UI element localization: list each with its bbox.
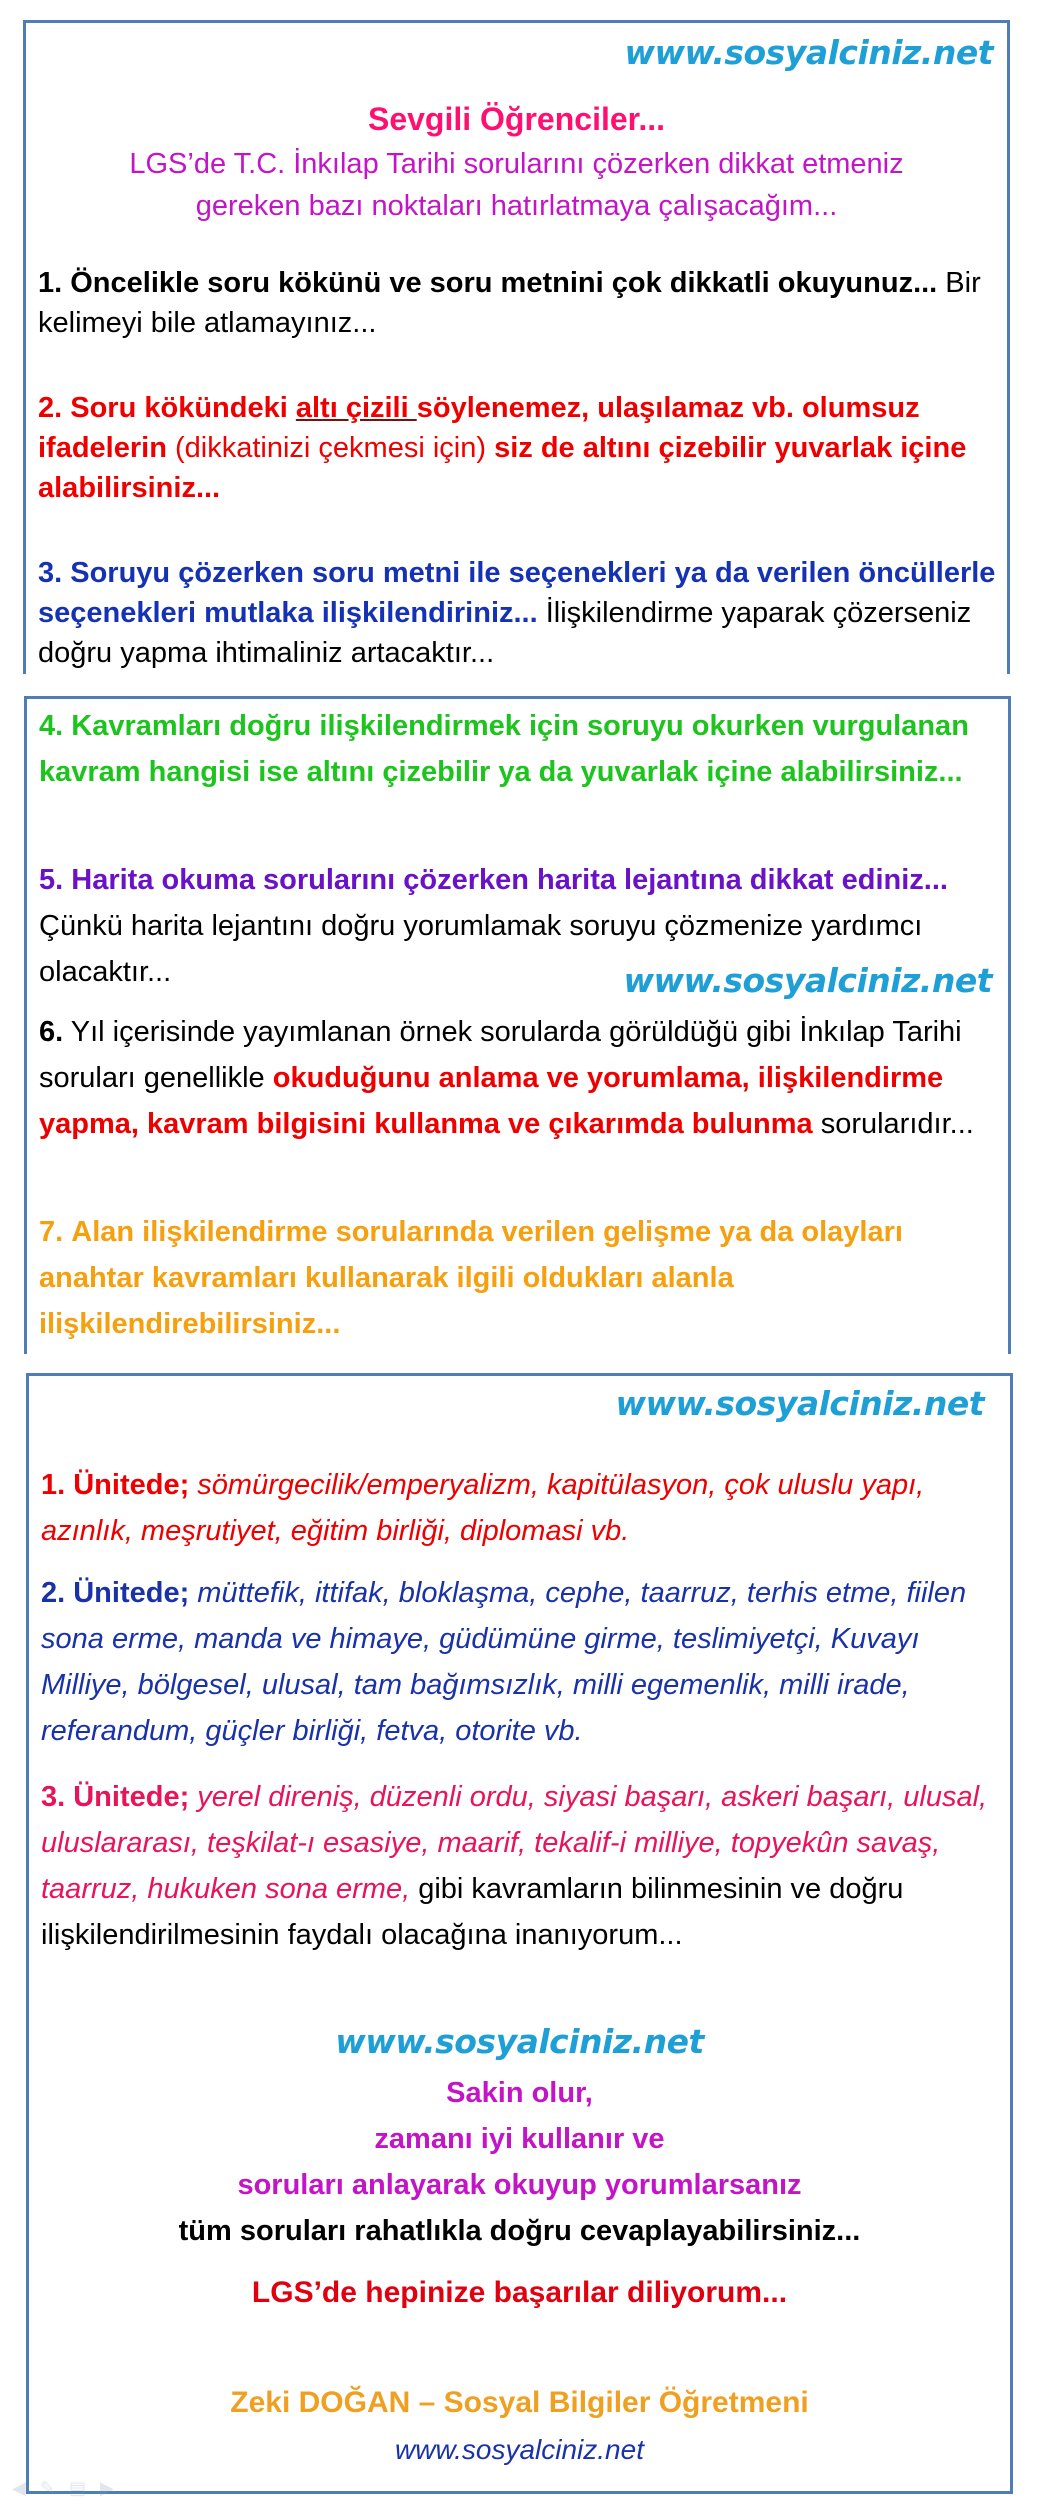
best-wishes: LGS’de hepinize başarılar diliyorum... bbox=[251, 2276, 788, 2309]
tip-6-normal-a: Yıl içerisinde yayımlanan örnek sorularda görüldüğü gibi İnkılap Tarihi soruları genellikle bbox=[39, 1016, 962, 1094]
pen-icon[interactable]: ✎ bbox=[39, 2478, 55, 2498]
unit-1-label: 1. Ünitede; bbox=[41, 1469, 190, 1501]
greeting-heading: Sevgili Öğrenciler... bbox=[367, 101, 665, 137]
tip-3-normal: İlişkilendirme yaparak çözerseniz doğru yapma ihtimaliniz artacaktır... bbox=[38, 597, 972, 669]
unit-2 bbox=[41, 1570, 1000, 1754]
closing-line-3: soruları anlayarak okuyup yorumlarsanız bbox=[237, 2169, 802, 2201]
watermark-link[interactable]: www.sosyalciniz.net bbox=[624, 33, 993, 72]
tip-4-bold: Kavramları doğru ilişkilendirmek için soruyu okurken vurgulanan kavram hangisi ise altını çizebilir ya da yuvarlak içine alabilirsiniz... bbox=[39, 710, 969, 788]
tip-3-number: 3. bbox=[38, 557, 63, 589]
tips-panel-2 bbox=[24, 696, 1011, 1354]
tip-4 bbox=[39, 703, 998, 795]
tip-5-normal: Çünkü harita lejantını doğru yorumlamak soruyu çözmenize yardımcı olacaktır... bbox=[39, 910, 923, 988]
tip-5-bold: Harita okuma sorularını çözerken harita lejantına dikkat ediniz... bbox=[71, 864, 948, 896]
intro-text bbox=[26, 143, 1007, 227]
back-arrow-icon[interactable]: ◀ bbox=[12, 2478, 26, 2498]
tip-1-number: 1. bbox=[38, 267, 63, 299]
signature-site-link[interactable]: www.sosyalciniz.net bbox=[395, 2434, 644, 2465]
tip-7-bold: Alan ilişkilendirme sorularında verilen gelişme ya da olayları anahtar kavramları kullanarak ilgili oldukları alanla ilişkilendirebilirsiniz... bbox=[39, 1216, 903, 1340]
tip-1-bold: Öncelikle soru kökünü ve soru metnini çok dikkatli okuyunuz... bbox=[70, 267, 938, 299]
intro-line-2: gereken bazı noktaları hatırlatmaya çalışacağım... bbox=[195, 190, 838, 222]
watermark-link[interactable]: www.sosyalciniz.net bbox=[623, 961, 992, 1000]
closing-line-4: tüm soruları rahatlıkla doğru cevaplayabilirsiniz... bbox=[178, 2215, 861, 2247]
tip-2-underlined: altı çizili bbox=[295, 392, 417, 424]
tip-2-number: 2. bbox=[38, 392, 63, 424]
tip-2-bold-b: söylenemez, ulaşılamaz vb. olumsuz ifadelerin bbox=[38, 392, 920, 464]
tip-3-bold: Soruyu çözerken soru metni ile seçenekleri ya da verilen öncüllerle seçenekleri mutlaka ilişkilendiriniz... bbox=[38, 557, 996, 629]
tip-5-number: 5. bbox=[39, 864, 64, 896]
author-signature: Zeki DOĞAN – Sosyal Bilgiler Öğretmeni bbox=[230, 2386, 809, 2419]
watermark-link[interactable]: www.sosyalciniz.net bbox=[335, 2022, 704, 2061]
tip-3 bbox=[38, 553, 997, 673]
slideshow-nav bbox=[12, 2478, 114, 2499]
tip-7-number: 7. bbox=[39, 1216, 64, 1248]
tip-2-bold-a: Soru kökündeki bbox=[70, 392, 296, 424]
tip-1-normal: Bir kelimeyi bile atlamayınız... bbox=[38, 267, 981, 339]
menu-icon[interactable]: ▤ bbox=[68, 2478, 86, 2498]
closing-message bbox=[29, 2070, 1010, 2254]
closing-line-1: Sakin olur, bbox=[446, 2077, 593, 2109]
tip-6-bold: okuduğunu anlama ve yorumlama, ilişkilendirme yapma, kavram bilgisini kullanma ve çıkarımda bulunma bbox=[39, 1062, 944, 1140]
tip-2-normal: (dikkatinizi çekmesi için) bbox=[166, 432, 495, 464]
unit-3 bbox=[41, 1774, 1000, 1958]
unit-2-label: 2. Ünitede; bbox=[41, 1577, 190, 1609]
tip-1 bbox=[38, 263, 997, 343]
closing-line-2: zamanı iyi kullanır ve bbox=[374, 2123, 665, 2155]
tip-6-number: 6. bbox=[39, 1016, 64, 1048]
watermark-link[interactable]: www.sosyalciniz.net bbox=[615, 1384, 984, 1423]
unit-1 bbox=[41, 1462, 1000, 1554]
units-panel bbox=[26, 1373, 1013, 2494]
unit-2-terms: müttefik, ittifak, bloklaşma, cephe, taarruz, terhis etme, fiilen sona erme, manda ve himaye, güdümüne girme, teslimiyetçi, Kuvayı Milliye, bölgesel, ulusal, tam bağımsızlık, milli egemenlik, milli irade, referandum, güçler birliği, fetva, otorite vb. bbox=[41, 1577, 967, 1747]
intro-line-1: LGS’de T.C. İnkılap Tarihi sorularını çözerken dikkat etmeniz bbox=[129, 148, 904, 180]
unit-3-tail: gibi kavramların bilinmesinin ve doğru ilişkilendirilmesinin faydalı olacağına inanıyorum... bbox=[41, 1873, 904, 1951]
tip-4-number: 4. bbox=[39, 710, 64, 742]
tip-6 bbox=[39, 1009, 998, 1147]
forward-arrow-icon[interactable]: ▶ bbox=[99, 2478, 114, 2498]
unit-3-label: 3. Ünitede; bbox=[41, 1781, 190, 1813]
tip-7 bbox=[39, 1209, 998, 1347]
tips-panel-1 bbox=[23, 20, 1010, 674]
tip-6-normal-b: sorularıdır... bbox=[812, 1108, 974, 1140]
unit-3-terms: yerel direniş, düzenli ordu, siyasi başarı, askeri başarı, ulusal, uluslararası, teşkilat-ı esasiye, maarif, tekalif-i milliye, topyekûn savaş, taarruz, hukuken sona erme, bbox=[41, 1781, 988, 1905]
tip-2 bbox=[38, 388, 997, 508]
unit-1-terms: sömürgecilik/emperyalizm, kapitülasyon, çok uluslu yapı, azınlık, meşrutiyet, eğitim birliği, diplomasi vb. bbox=[41, 1469, 925, 1547]
tip-2-bold-c: siz de altını çizebilir yuvarlak içine alabilirsiniz... bbox=[38, 432, 967, 504]
